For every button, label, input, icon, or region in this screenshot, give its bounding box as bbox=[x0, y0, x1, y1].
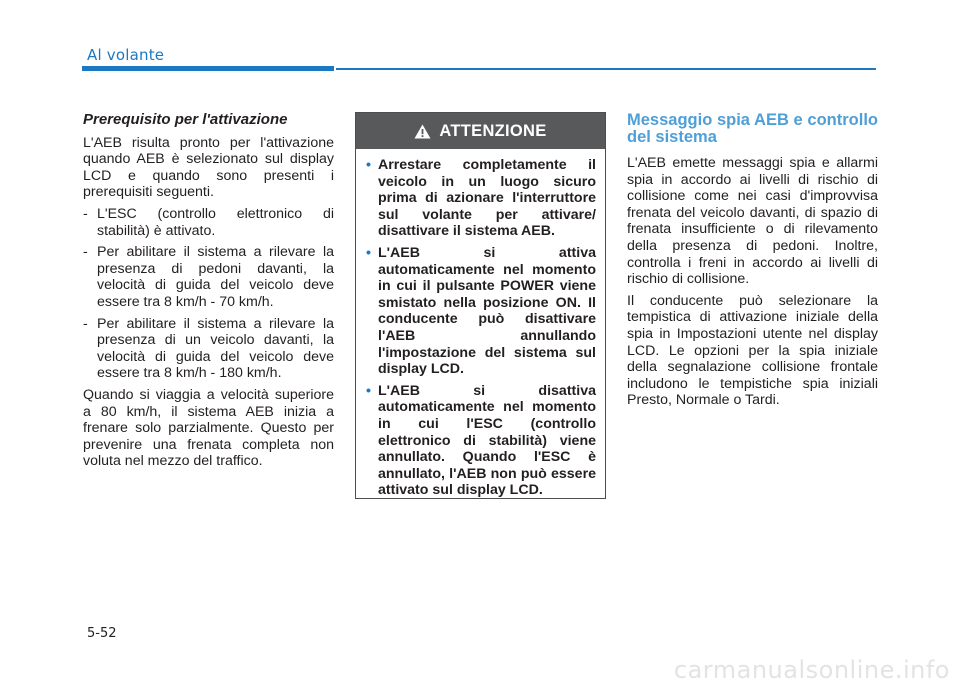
section-heading: Messaggio spia AEB e controllo del sistema bbox=[627, 111, 878, 146]
list-item bbox=[83, 206, 334, 239]
right-column bbox=[627, 112, 878, 414]
subheading: Prerequisito per l'attivazione bbox=[83, 111, 288, 128]
warning-box bbox=[355, 112, 606, 499]
warning-item bbox=[366, 383, 596, 499]
bullet-marker: • bbox=[366, 244, 371, 261]
warning-item-text: L'AEB si disattiva automaticamente nel momento in cui l'ESC (controllo elettronico di stabilità) viene annullato. Quando l'ESC è annullato, l'AEB non può essere attivato sul display LCD. bbox=[378, 382, 596, 499]
bullet-marker: • bbox=[366, 157, 371, 173]
warning-item bbox=[366, 245, 596, 378]
warning-title: ATTENZIONE bbox=[439, 121, 547, 140]
warning-triangle-icon bbox=[414, 124, 431, 139]
header-rule-thick bbox=[82, 66, 334, 71]
list-item bbox=[83, 316, 334, 382]
body-paragraph: L'AEB emette messaggi spia e allarmi spia in accordo ai livelli di rischio di collisione come nei casi d'improvvisa frenata del veicolo davanti, di spazio di frenata insufficiente o di rilevamento della presenza di pedoni. Inoltre, controlla i freni in accordo ai livelli di rischio di collisione. bbox=[627, 155, 878, 288]
body-paragraph: Il conducente può selezionare la tempistica di attivazione iniziale della spia in Impostazioni utente nel display LCD. Le opzioni per la spia iniziale della segnalazione collisione frontale includono le tempistiche spia iniziali Presto, Normale o Tardi. bbox=[627, 292, 878, 409]
warning-item-text: L'AEB si attiva automaticamente nel momento in cui il pulsante POWER viene smistato nella posizione ON. Il conducente può disattivare l'AEB annullando l'impostazione del sistema sul display LCD. bbox=[378, 244, 596, 378]
list-marker: - bbox=[83, 315, 88, 332]
section-title: Al volante bbox=[87, 46, 165, 64]
left-column bbox=[83, 112, 334, 475]
warning-header bbox=[356, 113, 605, 149]
bullet-marker: • bbox=[366, 382, 371, 399]
warning-body bbox=[356, 149, 605, 499]
page-number: 5-52 bbox=[87, 626, 117, 641]
closing-paragraph: Quando si viaggia a velocità superiore a 80 km/h, il sistema AEB inizia a frenare solo parzialmente. Questo per prevenire una frenata completa non voluta nel mezzo del traffico. bbox=[83, 386, 334, 470]
list-marker: - bbox=[83, 244, 88, 261]
list-item-text: Per abilitare il sistema a rilevare la presenza di pedoni davanti, la velocità di guida del veicolo deve essere tra 8 km/h - 70 km/h. bbox=[97, 244, 334, 310]
list-marker: - bbox=[83, 205, 88, 222]
intro-paragraph: L'AEB risulta pronto per l'attivazione quando AEB è selezionato sul display LCD e quando sono presenti i prerequisiti seguenti. bbox=[83, 134, 334, 201]
list-item-text: L'ESC (controllo elettronico di stabilità) è attivato. bbox=[97, 205, 334, 239]
watermark: carmanualsonline.info bbox=[673, 656, 950, 684]
header-rule-thin bbox=[336, 68, 876, 70]
list-item bbox=[83, 244, 334, 310]
warning-item-text: Arrestare completamente il veicolo in un luogo sicuro prima di azionare l'interruttore sul volante per attivare/ disattivare il sistema AEB. bbox=[378, 157, 596, 240]
list-item-text: Per abilitare il sistema a rilevare la presenza di un veicolo davanti, la velocità di guida del veicolo deve essere tra 8 km/h - 180 km/h. bbox=[97, 315, 334, 382]
warning-item bbox=[366, 157, 596, 240]
